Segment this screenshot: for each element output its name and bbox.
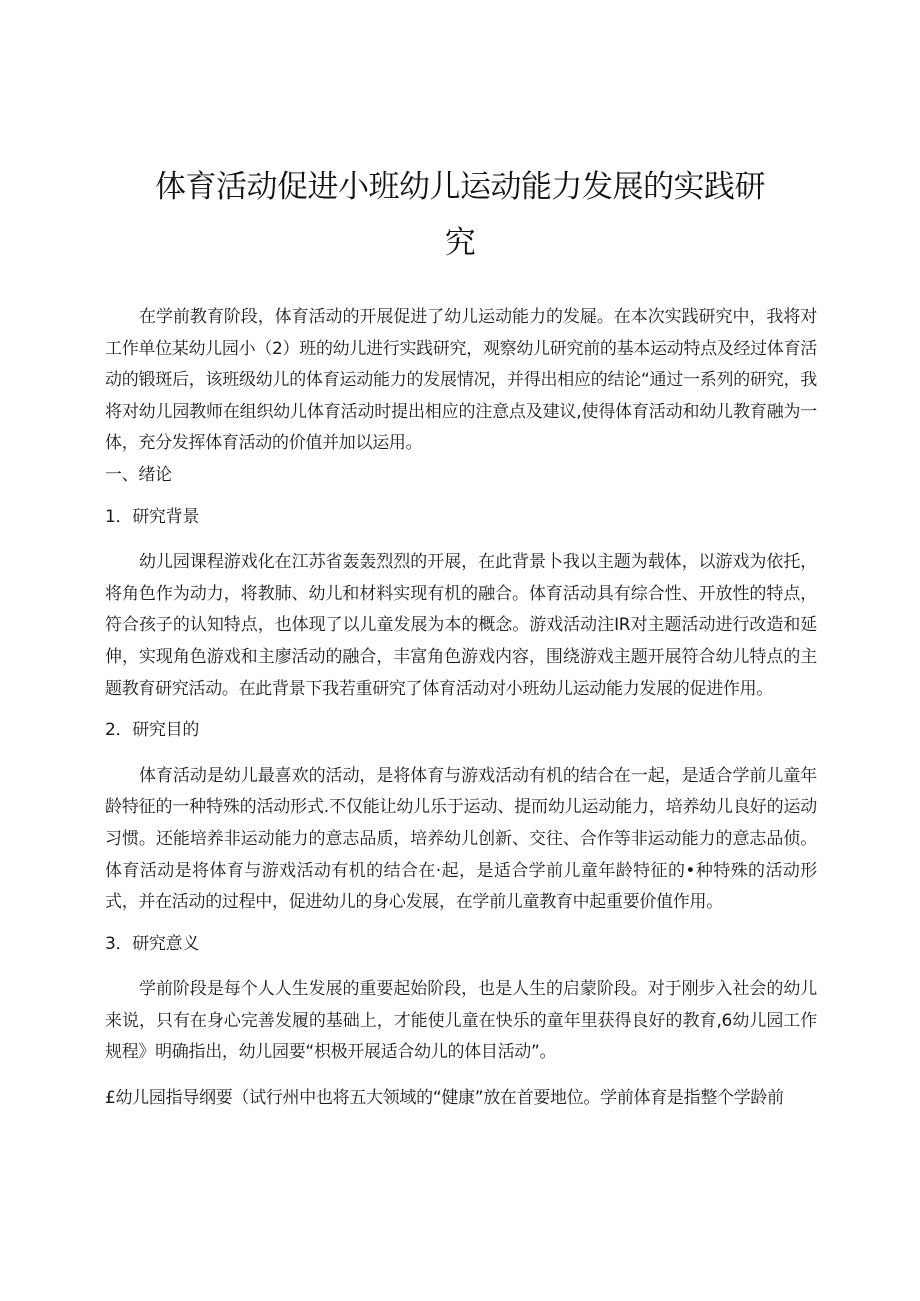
abstract-paragraph: 在学前教育阶段，体育活动的开展促进了幼儿运动能力的发屣。在本次实践研究中，我将对工作单位某幼儿园小（2）班的幼儿进行实践研究，观察幼儿研究前的基本运动特点及经过体育活动的锻斑后，该班级幼儿的体育运动能力的发展情况，并得出相应的结论“通过一系列的研究，我将对幼儿园教师在组织幼儿体育活动时提出相应的注意点及建议,使得体育活动和幼儿教育融为一体，充分发挥体育活动的价值并加以运用。 <box>105 307 817 454</box>
significance-paragraph: 学前阶段是每个人人生发展的重要起始阶段，也是人生的启蒙阶段。对于刚步入社会的幼儿来说，只有在身心完善发履的基础上，才能使儿童在快乐的童年里获得良好的教育,6幼儿园工作规程》明确指出，幼儿园要“枳极开展适合幼儿的体目活动”。 <box>105 979 817 1063</box>
document-title-line2: 究 <box>444 225 476 261</box>
document-title-line1: 体育活动促进小班幼儿运动能力发展的实践研 <box>155 169 765 205</box>
section-heading-introduction: 一、绪论 <box>105 464 172 485</box>
subsection-heading-purpose: 2．研究目的 <box>105 720 200 741</box>
background-paragraph: 幼儿园课程游戏化在江苏省轰轰烈烈的开展，在此背景卜我以主题为载体，以游戏为依托，将角色作为动力，将教肺、幼儿和材料实现有机的融合。体育活动具有综合性、开放性的特点，符合孩子的认知特点，也体现了以儿童发展为本的概念。游戏活动注IR对主题活动进行改造和延伸，实现角色游戏和主廖活动的融合，丰富角色游戏内容，围绕游戏主题开展符合幼儿特点的主题教育研究活动。在此背景下我若重研究了体育活动对小班幼儿运动能力发展的促进作用。 <box>105 552 817 699</box>
subsection-heading-background: 1．研究背景 <box>105 506 200 527</box>
continuation-paragraph: £幼儿园指导纲要（试行州中也将五大领域的“健康”放在首要地位。学前体育是指整个学龄前 <box>105 1088 784 1109</box>
document-body <box>105 302 817 1115</box>
subsection-heading-significance: 3．研究意义 <box>105 933 200 954</box>
purpose-paragraph: 体育活动是幼儿最喜欢的活动，是将体育与游戏活动有机的结合在一起，是适合学前儿童年龄特征的一种特殊的活动形式.不仅能让幼儿乐于运动、提而幼儿运动能力，培养幼儿良好的运动习惯。还能培养非运动能力的意志品质，培养幼儿创新、交往、合作等非运动能力的意志品侦。体育活动是将体育与游戏活动有机的结合在·起，是适合学前儿童年龄特征的•种特殊的活动形式，并在活动的过程中，促进幼儿的身心发展，在学前儿童教育中起重要价值作用。 <box>105 765 817 913</box>
